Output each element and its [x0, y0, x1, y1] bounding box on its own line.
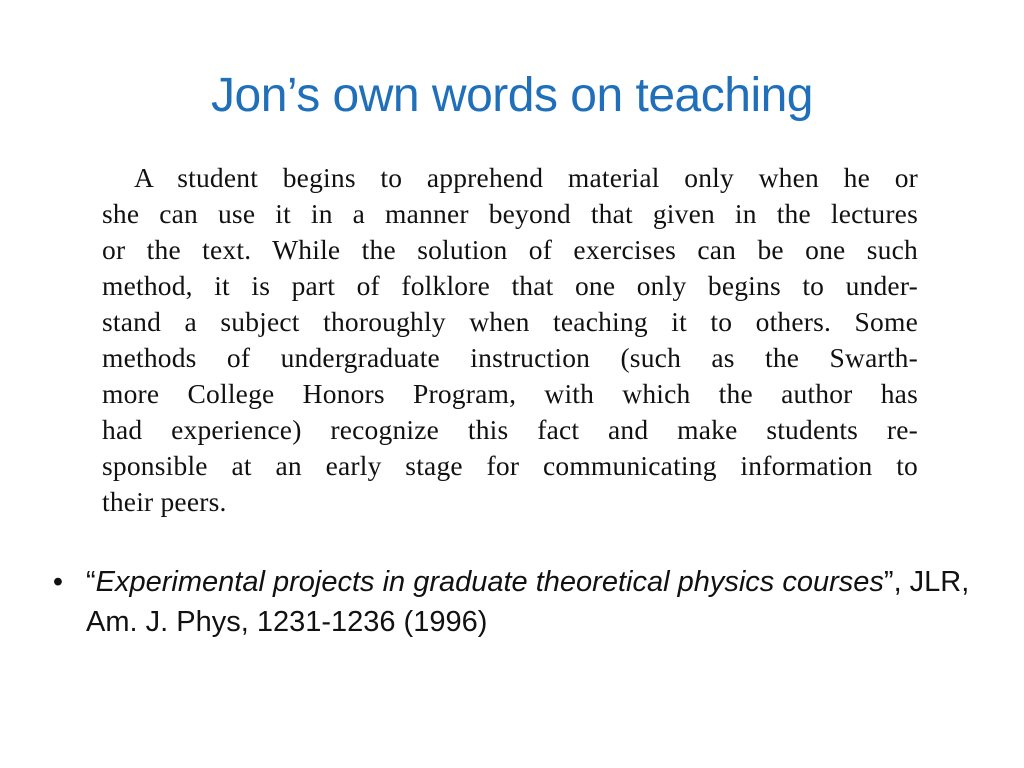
- quote-line: methods of undergraduate instruction (such as the Swarth-: [102, 342, 918, 373]
- quote-scan-image: [96, 156, 926, 528]
- quote-line: their peers.: [102, 486, 227, 517]
- quote-line: A student begins to apprehend material only when he or: [134, 162, 918, 193]
- quote-line: she can use it in a manner beyond that given in the lectures: [102, 198, 918, 229]
- citation-text: [86, 562, 986, 642]
- bullet-icon: •: [52, 566, 64, 598]
- citation-details: ”, JLR, Am. J. Phys, 1231-1236 (1996): [86, 566, 970, 638]
- quote-line: more College Honors Program, with which the author has: [102, 378, 918, 409]
- quote-line: sponsible at an early stage for communicating information to: [102, 450, 918, 481]
- slide-title: Jon’s own words on teaching: [211, 69, 813, 122]
- open-quote: “: [86, 566, 96, 598]
- citation-title: Experimental projects in graduate theoretical physics courses: [95, 566, 884, 598]
- quote-line: method, it is part of folklore that one only begins to under-: [102, 270, 918, 301]
- quote-line: had experience) recognize this fact and make students re-: [102, 414, 918, 445]
- quote-line: stand a subject thoroughly when teaching it to others. Some: [102, 306, 918, 337]
- quote-line: or the text. While the solution of exercises can be one such: [102, 234, 918, 265]
